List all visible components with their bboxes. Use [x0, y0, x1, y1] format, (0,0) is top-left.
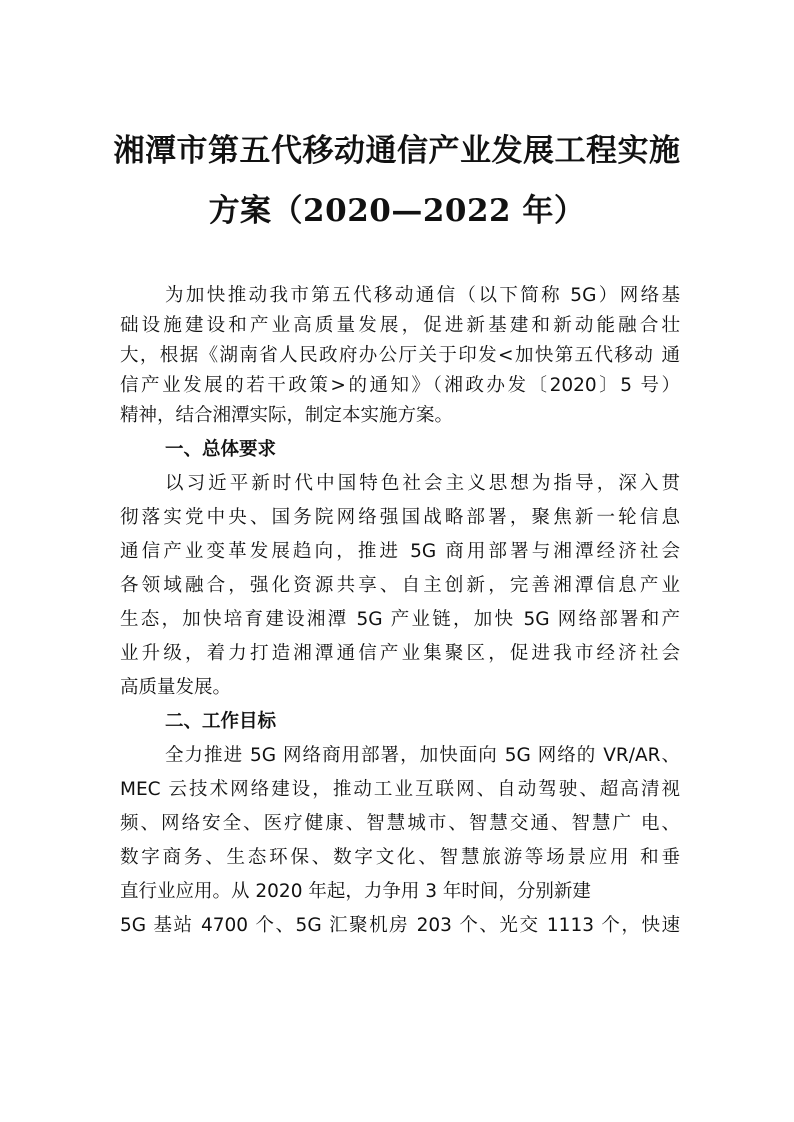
intro-line: 大，根据《湖南省人民政府办公厅关于印发<加快第五代移动 通 [120, 345, 680, 366]
section2-line: 数字商务、生态环保、数字文化、智慧旅游等场景应用 和垂 [120, 847, 680, 868]
intro-line: 为加快推动我市第五代移动通信（以下简称 5G）网络基 [165, 285, 680, 306]
section2-line: MEC 云技术网络建设，推动工业互联网、自动驾驶、超高清视 [120, 779, 680, 800]
section1-line: 以习近平新时代中国特色社会主义思想为指导，深入贯 [165, 473, 680, 494]
section-heading-general-requirements: 一、总体要求 [165, 439, 277, 460]
section1-line: 高质量发展。 [120, 677, 232, 698]
section2-line: 直行业应用。从 2020 年起，力争用 3 年时间，分别新建 [120, 881, 591, 902]
section2-line: 5G 基站 4700 个、5G 汇聚机房 203 个、光交 1113 个，快速 [120, 915, 680, 936]
section1-line: 各领域融合，强化资源共享、自主创新，完善湘潭信息产业 [120, 575, 680, 596]
document-title-line-1: 湘潭市第五代移动通信产业发展工程实施 [113, 133, 681, 169]
section1-line: 业升级，着力打造湘潭通信产业集聚区，促进我市经济社会 [120, 643, 680, 664]
intro-line: 信产业发展的若干政策>的通知》（湘政办发〔2020〕5 号） [120, 375, 680, 396]
section2-line: 全力推进 5G 网络商用部署，加快面向 5G 网络的 VR/AR、 [165, 745, 680, 766]
document-title-line-2: 方案（2020—2022 年） [208, 193, 586, 229]
section1-line: 彻落实党中央、国务院网络强国战略部署，聚焦新一轮信息 [120, 507, 680, 528]
section-heading-work-goals: 二、工作目标 [165, 711, 277, 732]
intro-line: 础设施建设和产业高质量发展，促进新基建和新动能融合壮 [120, 315, 680, 336]
section1-line: 生态，加快培育建设湘潭 5G 产业链，加快 5G 网络部署和产 [120, 609, 680, 630]
section2-line: 频、网络安全、医疗健康、智慧城市、智慧交通、智慧广 电、 [120, 813, 680, 834]
section1-line: 通信产业变革发展趋向，推进 5G 商用部署与湘潭经济社会 [120, 541, 680, 562]
intro-line: 精神，结合湘潭实际，制定本实施方案。 [120, 405, 454, 426]
